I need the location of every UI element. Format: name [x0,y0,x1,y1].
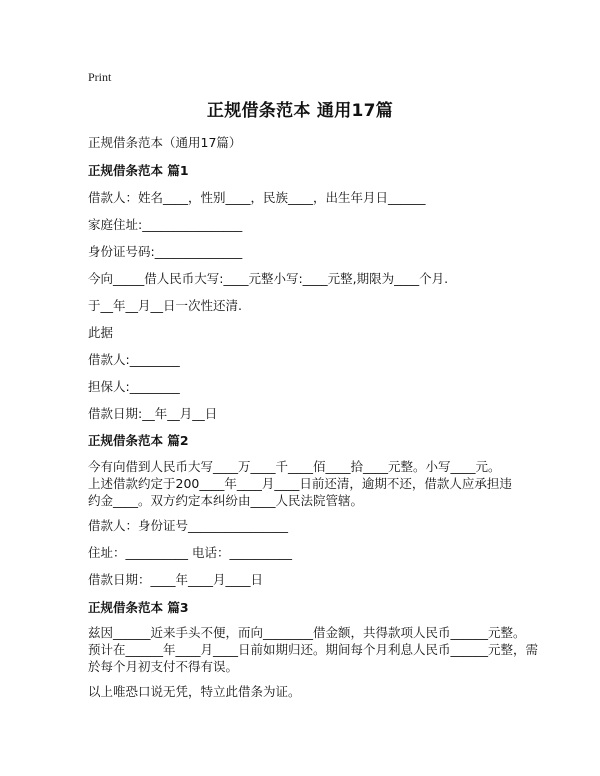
paragraph-line: 预计在______年____月____日前如期归还。期间每个月利息人民币______元整，需 [88,642,539,657]
print-link[interactable]: Print [88,70,112,84]
section-2-line: 住址：__________ 电话：__________ [88,545,292,560]
section-3-line: 以上唯恐口说无凭，特立此借条为证。 [88,684,301,699]
paragraph-line: 兹因______近来手头不便，而向________借金额，共得款项人民币______元整。 [88,625,526,640]
section-1-line: 今向_____借人民币大写:____元整小写:____元整,期限为____个月. [88,271,449,286]
section-2-paragraph [88,458,518,509]
section-1-line: 担保人:________ [88,379,180,394]
section-1-line: 此据 [88,325,114,340]
section-2-line: 借款日期：____年____月____日 [88,572,264,587]
section-1-line: 借款人:________ [88,352,180,367]
paragraph-line: 今有向借到人民币大写____万____千____佰____拾____元整。小写____元。 [88,459,501,474]
section-3-paragraph [88,624,539,675]
section-1-heading: 正规借条范本 篇1 [88,163,189,178]
section-1-line: 于__年__月__日一次性还清. [88,298,242,313]
section-3-heading: 正规借条范本 篇3 [88,600,189,615]
section-1-line: 身份证号码:______________ [88,244,243,259]
document-title: 正规借条范本 通用17篇 [206,101,394,121]
subtitle: 正规借条范本（通用17篇） [88,135,242,150]
section-1-line: 借款日期:__年__月__日 [88,406,218,421]
paragraph-line: 於每个月初支付不得有误。 [88,659,239,674]
paragraph-line: 上述借款约定于200____年____月____日前还清，逾期不还，借款人应承担违 [88,476,512,491]
section-2-line: 借款人：身份证号________________ [88,518,289,533]
paragraph-line: 约金____。双方约定本纠纷由____人民法院管辖。 [88,493,364,508]
section-2-heading: 正规借条范本 篇2 [88,433,189,448]
section-1-line: 家庭住址:________________ [88,217,243,232]
section-1-line: 借款人：姓名____，性别____，民族____，出生年月日______ [88,190,426,205]
